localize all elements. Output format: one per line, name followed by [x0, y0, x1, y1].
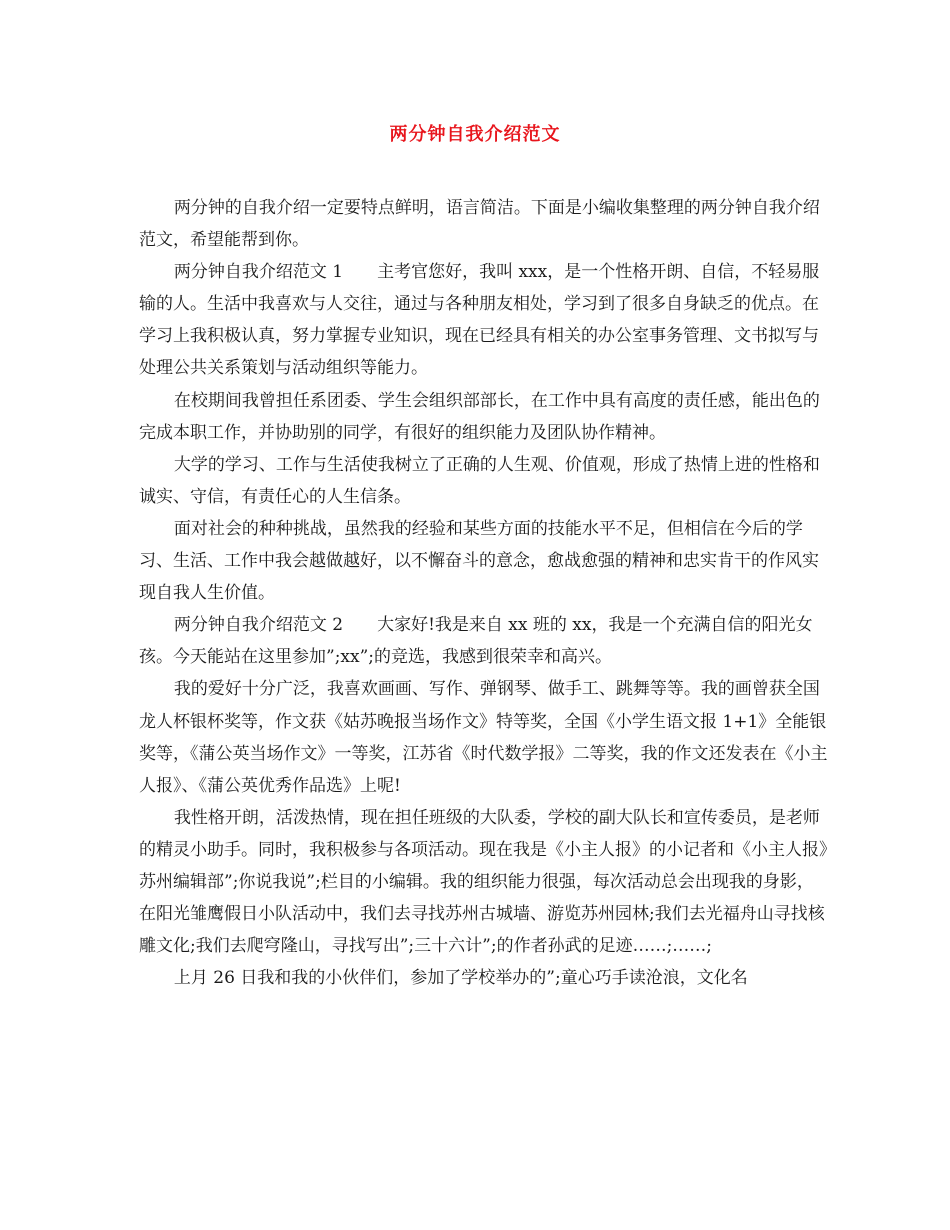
paragraph: 两分钟自我介绍范文 1 主考官您好，我叫 xxx，是一个性格开朗、自信，不轻易服输的人。生活中我喜欢与人交往，通过与各种朋友相处，学习到了很多自身缺乏的优点。在学习上我积极认真，努力掌握专业知识，现在已经具有相关的办公室事务管理、文书拟写与处理公共关系策划与活动组织等能力。: [139, 262, 820, 379]
paragraph: 两分钟自我介绍范文 2 大家好!我是来自 xx 班的 xx，我是一个充满自信的阳光女孩。今天能站在这里参加”;xx”;的竞选，我感到很荣幸和高兴。: [139, 615, 813, 668]
document-body: [139, 192, 829, 994]
paragraph: 面对社会的种种挑战，虽然我的经验和某些方面的技能水平不足，但相信在今后的学习、生活、工作中我会越做越好，以不懈奋斗的意念，愈战愈强的精神和忠实肯干的作风实现自我人生价值。: [139, 518, 819, 604]
paragraph: 我性格开朗，活泼热情，现在担任班级的大队委，学校的副大队长和宣传委员，是老师的精灵小助手。同时，我积极参与各项活动。现在我是《小主人报》的小记者和《小主人报》苏州编辑部”;你说我说”;栏目的小编辑。我的组织能力很强，每次活动总会出现我的身影，在阳光雏鹰假日小队活动中，我们去寻找苏州古城墙、游览苏州园林;我们去光福舟山寻找核雕文化;我们去爬穹隆山，寻找写出”;三十六计”;的作者孙武的足迹……;……;: [139, 807, 828, 957]
paragraph: 上月 26 日我和我的小伙伴们，参加了学校举办的”;童心巧手读沧浪，文化名: [173, 968, 748, 989]
paragraph: 在校期间我曾担任系团委、学生会组织部部长，在工作中具有高度的责任感，能出色的完成本职工作，并协助别的同学，有很好的组织能力及团队协作精神。: [139, 390, 820, 443]
paragraph: 我的爱好十分广泛，我喜欢画画、写作、弹钢琴、做手工、跳舞等等。我的画曾获全国龙人杯银杯奖等，作文获《姑苏晚报当场作文》特等奖，全国《小学生语文报 1+1》全能银奖等，《蒲公英当场作文》一等奖，江苏省《时代数学报》二等奖，我的作文还发表在《小主人报》、《蒲公英优秀作品选》上呢!: [139, 679, 828, 796]
document-title: 两分钟自我介绍范文: [389, 124, 561, 145]
paragraph: 大学的学习、工作与生活使我树立了正确的人生观、价值观，形成了热情上进的性格和诚实、守信，有责任心的人生信条。: [139, 454, 820, 507]
paragraph: 两分钟的自我介绍一定要特点鲜明，语言简洁。下面是小编收集整理的两分钟自我介绍范文，希望能帮到你。: [139, 198, 820, 251]
